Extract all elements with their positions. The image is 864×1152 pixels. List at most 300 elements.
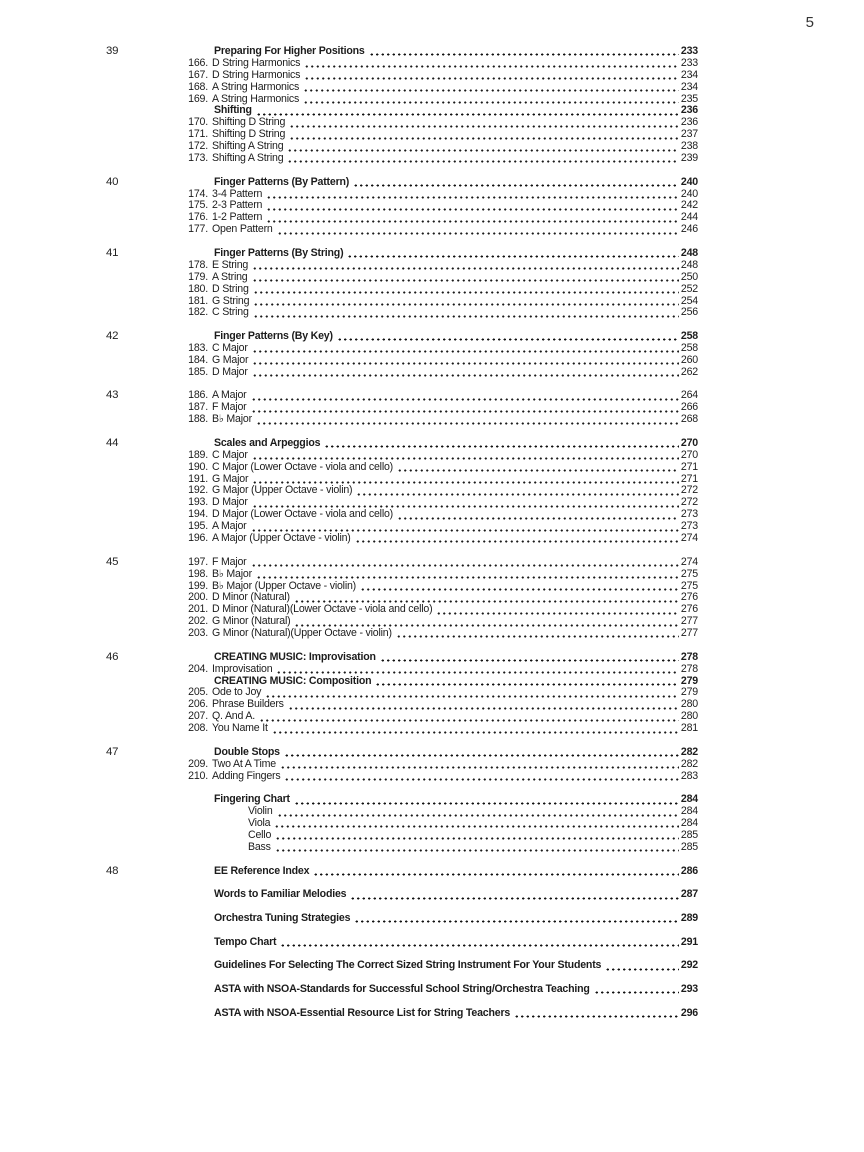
entry-page: 236	[680, 116, 698, 129]
dot-leader	[287, 160, 679, 163]
group-number: 43	[106, 389, 119, 402]
toc-section	[106, 177, 698, 236]
dot-leader	[514, 1015, 679, 1018]
toc-entry	[185, 224, 698, 236]
entry-number: 210.	[188, 769, 208, 782]
entry-page: 279	[680, 674, 698, 687]
entry-page: 276	[680, 603, 698, 616]
toc-entry	[185, 664, 698, 676]
entry-title: C Major (Lower Octave - viola and cello)	[212, 460, 393, 473]
entry-title: Preparing For Higher Positions	[214, 45, 365, 57]
entry-number: 168.	[188, 80, 208, 93]
toc-entries	[185, 937, 698, 949]
toc-entries	[185, 984, 698, 996]
dot-leader	[304, 77, 679, 80]
entry-page: 258	[680, 330, 698, 343]
entry-number: 167.	[188, 68, 208, 81]
dot-leader	[252, 267, 679, 270]
toc-entry	[185, 402, 698, 414]
dot-leader	[277, 814, 679, 817]
entry-title: Violin	[248, 805, 273, 818]
entry-page: 287	[680, 888, 698, 901]
entry-page: 239	[680, 152, 698, 165]
entry-title: E String	[212, 258, 249, 271]
entry-page: 291	[680, 935, 698, 948]
entry-title: A String	[212, 270, 248, 283]
entry-title: ASTA with NSOA-Essential Resource List for String Teachers	[214, 1006, 511, 1019]
entry-title: Finger Patterns (By Pattern)	[214, 175, 350, 188]
toc-entry	[185, 355, 698, 367]
dot-leader	[252, 350, 679, 353]
toc-entry	[185, 759, 698, 771]
entry-page: 248	[680, 246, 698, 259]
dot-leader	[251, 564, 679, 567]
dot-leader	[259, 719, 679, 722]
entry-title: A Major (Upper Octave - violin)	[212, 532, 351, 545]
entry-title: Improvisation	[212, 662, 273, 675]
toc-entries	[185, 390, 698, 426]
entry-page: 242	[680, 199, 698, 212]
entry-page: 235	[680, 92, 698, 105]
dot-leader	[252, 374, 679, 377]
entry-page: 262	[680, 365, 698, 378]
entry-number: 175.	[188, 199, 208, 212]
entry-number: 202.	[188, 615, 208, 628]
entry-number: 177.	[188, 223, 208, 236]
toc-entries	[185, 1008, 698, 1020]
entry-page: 278	[680, 662, 698, 675]
entry-page: 275	[680, 579, 698, 592]
entry-page: 282	[680, 745, 698, 758]
entry-title: Open Pattern	[212, 223, 273, 236]
entry-title: B♭ Major (Upper Octave - violin)	[212, 579, 357, 592]
entry-title: D String	[212, 282, 249, 295]
entry-number: 179.	[188, 270, 208, 283]
toc-entry	[185, 747, 698, 759]
entry-title: Cello	[248, 828, 272, 841]
dot-leader	[354, 920, 679, 923]
entry-title: D String Harmonics	[212, 56, 301, 69]
entry-page: 234	[680, 80, 698, 93]
entry-title: A Major	[212, 389, 247, 402]
toc-section	[106, 390, 698, 426]
dot-leader	[252, 279, 679, 282]
dot-leader	[253, 315, 679, 318]
entry-number: 188.	[188, 413, 208, 426]
toc-entry	[185, 307, 698, 319]
entry-page: 264	[680, 389, 698, 402]
toc	[106, 46, 698, 1031]
toc-entry	[185, 177, 698, 189]
entry-page: 248	[680, 258, 698, 271]
entry-page: 240	[680, 187, 698, 200]
entry-page: 260	[680, 353, 698, 366]
entry-title: ASTA with NSOA-Standards for Successful School String/Orchestra Teaching	[214, 982, 590, 995]
dot-leader	[284, 754, 679, 757]
entry-page: 274	[680, 555, 698, 568]
entry-page: 244	[680, 211, 698, 224]
entry-page: 279	[680, 686, 698, 699]
toc-entry	[185, 569, 698, 581]
dot-leader	[256, 576, 679, 579]
entry-page: 274	[680, 532, 698, 545]
entry-page: 236	[680, 104, 698, 117]
entry-number: 185.	[188, 365, 208, 378]
entry-number: 199.	[188, 579, 208, 592]
entry-page: 258	[680, 341, 698, 354]
dot-leader	[397, 517, 679, 520]
dot-leader	[337, 338, 679, 341]
entry-number: 191.	[188, 472, 208, 485]
entry-title: F Major	[212, 555, 247, 568]
entry-page: 284	[680, 817, 698, 830]
dot-leader	[266, 196, 679, 199]
dot-leader	[353, 184, 679, 187]
entry-title: Ode to Joy	[212, 686, 262, 699]
entry-page: 256	[680, 306, 698, 319]
dot-leader	[380, 659, 679, 662]
group-number: 47	[106, 745, 119, 758]
entry-title: Double Stops	[214, 745, 280, 758]
entry-page: 271	[680, 472, 698, 485]
toc-section	[106, 937, 698, 949]
entry-title: G Major	[212, 353, 249, 366]
entry-number: 183.	[188, 341, 208, 354]
entry-title: Finger Patterns (By Key)	[214, 330, 333, 343]
entry-title: Shifting	[214, 104, 252, 117]
entry-page: 254	[680, 294, 698, 307]
toc-entries	[185, 960, 698, 972]
toc-entry	[185, 82, 698, 94]
toc-section	[106, 652, 698, 735]
group-number	[106, 889, 185, 901]
entry-title: G String	[212, 294, 250, 307]
entry-title: D Major	[212, 496, 248, 509]
toc-entry	[185, 70, 698, 82]
entry-page: 292	[680, 959, 698, 972]
dot-leader	[256, 113, 679, 116]
entry-number: 208.	[188, 722, 208, 735]
entry-number: 195.	[188, 520, 208, 533]
toc-entry	[185, 248, 698, 260]
entry-page: 272	[680, 496, 698, 509]
entry-number: 193.	[188, 496, 208, 509]
entry-title: Viola	[248, 817, 271, 830]
entry-page: 293	[680, 982, 698, 995]
entry-page: 285	[680, 828, 698, 841]
entry-title: Shifting D String	[212, 116, 286, 129]
entry-page: 237	[680, 128, 698, 141]
entry-number: 206.	[188, 698, 208, 711]
entry-title: C Major	[212, 341, 248, 354]
entry-number: 186.	[188, 389, 208, 402]
entry-page: 284	[680, 805, 698, 818]
dot-leader	[355, 540, 679, 543]
entry-number: 209.	[188, 757, 208, 770]
toc-section	[106, 866, 698, 878]
toc-entry	[185, 260, 698, 272]
dot-leader	[266, 220, 679, 223]
entry-page: 277	[680, 615, 698, 628]
entry-page: 252	[680, 282, 698, 295]
entry-title: Q. And A.	[212, 710, 255, 723]
entry-number: 203.	[188, 627, 208, 640]
toc-section	[106, 248, 698, 319]
entry-title: Words to Familiar Melodies	[214, 888, 347, 901]
entry-number: 169.	[188, 92, 208, 105]
entry-page: 240	[680, 175, 698, 188]
entry-number: 200.	[188, 591, 208, 604]
toc-section	[106, 438, 698, 545]
toc-entry	[185, 296, 698, 308]
dot-leader	[253, 303, 679, 306]
entry-number: 182.	[188, 306, 208, 319]
toc-section	[106, 747, 698, 783]
dot-leader	[251, 398, 679, 401]
entry-title: Shifting A String	[212, 152, 284, 165]
dot-leader	[275, 837, 679, 840]
entry-page: 289	[680, 911, 698, 924]
entry-title: Orchestra Tuning Strategies	[214, 911, 351, 924]
toc-section	[106, 984, 698, 996]
toc-section	[106, 913, 698, 925]
dot-leader	[397, 469, 679, 472]
entry-title: D Minor (Natural)	[212, 591, 290, 604]
toc-entry	[185, 462, 698, 474]
toc-section	[106, 794, 698, 853]
entry-page: 277	[680, 627, 698, 640]
toc-entries	[185, 794, 698, 853]
dot-leader	[265, 695, 679, 698]
entry-number: 198.	[188, 567, 208, 580]
entry-title: D Major	[212, 365, 248, 378]
entry-page: 233	[680, 45, 698, 57]
entry-page: 238	[680, 140, 698, 153]
toc-entries	[185, 177, 698, 236]
toc-entries	[185, 46, 698, 165]
entry-title: F Major	[212, 401, 247, 414]
toc-section	[106, 960, 698, 972]
entry-number: 176.	[188, 211, 208, 224]
toc-entry	[185, 652, 698, 664]
toc-entry	[185, 367, 698, 379]
group-number	[106, 937, 185, 949]
entry-title: A String Harmonics	[212, 92, 300, 105]
entry-title: Guidelines For Selecting The Correct Sized String Instrument For Your Students	[214, 959, 602, 972]
entry-title: Finger Patterns (By String)	[214, 246, 344, 259]
dot-leader	[272, 731, 679, 734]
group-number	[106, 913, 185, 925]
toc-section	[106, 557, 698, 640]
page-number: 5	[805, 14, 814, 31]
entry-title: D Minor (Natural)(Lower Octave - viola and cello)	[212, 603, 433, 616]
dot-leader	[284, 778, 678, 781]
entry-number: 207.	[188, 710, 208, 723]
entry-number: 178.	[188, 258, 208, 271]
toc-entry	[185, 913, 698, 925]
entry-number: 181.	[188, 294, 208, 307]
toc-entry	[185, 509, 698, 521]
entry-number: 180.	[188, 282, 208, 295]
entry-number: 205.	[188, 686, 208, 699]
entry-title: Scales and Arpeggios	[214, 436, 321, 449]
entry-page: 268	[680, 413, 698, 426]
entry-title: EE Reference Index	[214, 864, 310, 877]
toc-entries	[185, 889, 698, 901]
entry-title: Phrase Builders	[212, 698, 284, 711]
group-number: 41	[106, 246, 119, 259]
toc-entry	[185, 153, 698, 165]
entry-page: 272	[680, 484, 698, 497]
entry-title: B♭ Major	[212, 567, 252, 580]
entry-title: G Minor (Natural)	[212, 615, 291, 628]
entry-number: 197.	[188, 555, 208, 568]
dot-leader	[252, 362, 679, 365]
toc-entry	[185, 937, 698, 949]
entry-title: CREATING MUSIC: Composition	[214, 674, 372, 687]
entry-title: Two At A Time	[212, 757, 276, 770]
toc-entry	[185, 676, 698, 688]
entry-number: 196.	[188, 532, 208, 545]
toc-entry	[185, 699, 698, 711]
entry-page: 250	[680, 270, 698, 283]
dot-leader	[280, 766, 679, 769]
entry-page: 285	[680, 840, 698, 853]
toc-entries	[185, 747, 698, 783]
dot-leader	[324, 445, 679, 448]
dot-leader	[313, 873, 679, 876]
group-number: 39	[106, 45, 119, 57]
toc-entry	[185, 842, 698, 854]
dot-leader	[375, 683, 679, 686]
group-number	[106, 984, 185, 996]
entry-number: 189.	[188, 448, 208, 461]
toc-section	[106, 1008, 698, 1020]
toc-entry	[185, 866, 698, 878]
entry-number: 184.	[188, 353, 208, 366]
entry-page: 284	[680, 793, 698, 806]
toc-entry	[185, 414, 698, 426]
toc-entries	[185, 652, 698, 735]
entry-number: 201.	[188, 603, 208, 616]
entry-page: 282	[680, 757, 698, 770]
toc-entry	[185, 94, 698, 106]
entry-page: 234	[680, 68, 698, 81]
group-number: 45	[106, 555, 119, 568]
entry-page: 233	[680, 56, 698, 69]
dot-leader	[275, 849, 679, 852]
entry-title: D String Harmonics	[212, 68, 301, 81]
entry-number: 170.	[188, 116, 208, 129]
entry-page: 273	[680, 508, 698, 521]
dot-leader	[347, 255, 679, 258]
dot-leader	[253, 291, 679, 294]
entry-page: 275	[680, 567, 698, 580]
dot-leader	[289, 137, 679, 140]
entry-title: 1-2 Pattern	[212, 211, 263, 224]
group-number: 46	[106, 650, 119, 663]
toc-entries	[185, 913, 698, 925]
entry-title: Bass	[248, 840, 271, 853]
toc-entry	[185, 390, 698, 402]
dot-leader	[266, 208, 679, 211]
toc-entry	[185, 771, 698, 783]
entry-number: 190.	[188, 460, 208, 473]
entry-number: 172.	[188, 140, 208, 153]
toc-entries	[185, 248, 698, 319]
dot-leader	[256, 422, 679, 425]
entry-title: CREATING MUSIC: Improvisation	[214, 650, 376, 663]
group-number	[106, 1008, 185, 1020]
entry-page: 271	[680, 460, 698, 473]
entry-page: 278	[680, 650, 698, 663]
dot-leader	[605, 968, 679, 971]
entry-title: Tempo Chart	[214, 935, 277, 948]
entry-title: 3-4 Pattern	[212, 187, 263, 200]
entry-number: 204.	[188, 662, 208, 675]
dot-leader	[350, 897, 679, 900]
entry-page: 283	[680, 769, 698, 782]
toc-entry	[185, 723, 698, 735]
toc-entry	[185, 1008, 698, 1020]
entry-page: 286	[680, 864, 698, 877]
dot-leader	[288, 707, 679, 710]
entry-title: C String	[212, 306, 249, 319]
dot-leader	[252, 457, 679, 460]
dot-leader	[396, 635, 679, 638]
entry-title: Shifting D String	[212, 128, 286, 141]
toc-entry	[185, 557, 698, 569]
entry-title: Shifting A String	[212, 140, 284, 153]
group-number: 48	[106, 864, 119, 877]
entry-page: 246	[680, 223, 698, 236]
toc-entry	[185, 272, 698, 284]
toc-entry	[185, 343, 698, 355]
toc-section	[106, 331, 698, 379]
group-number: 40	[106, 175, 119, 188]
toc-entry	[185, 58, 698, 70]
dot-leader	[251, 410, 679, 413]
entry-title: G Minor (Natural)(Upper Octave - violin)	[212, 627, 392, 640]
toc-entry	[185, 889, 698, 901]
entry-title: A String Harmonics	[212, 80, 300, 93]
entry-title: G Major (Upper Octave - violin)	[212, 484, 353, 497]
dot-leader	[594, 991, 679, 994]
entry-title: 2-3 Pattern	[212, 199, 263, 212]
dot-leader	[303, 89, 679, 92]
dot-leader	[289, 125, 679, 128]
group-number	[106, 960, 185, 972]
entry-title: B♭ Major	[212, 413, 252, 426]
toc-entry	[185, 533, 698, 545]
entry-title: C Major	[212, 448, 248, 461]
toc-entries	[185, 866, 698, 878]
entry-page: 276	[680, 591, 698, 604]
entry-page: 280	[680, 710, 698, 723]
entry-page: 270	[680, 436, 698, 449]
entry-title: Adding Fingers	[212, 769, 281, 782]
entry-page: 270	[680, 448, 698, 461]
toc-entry	[185, 450, 698, 462]
entry-page: 280	[680, 698, 698, 711]
group-number: 42	[106, 330, 119, 343]
toc-entry	[185, 960, 698, 972]
dot-leader	[304, 65, 679, 68]
toc-entry	[185, 485, 698, 497]
toc-entry	[185, 331, 698, 343]
toc-section	[106, 46, 698, 165]
group-number	[106, 794, 185, 853]
